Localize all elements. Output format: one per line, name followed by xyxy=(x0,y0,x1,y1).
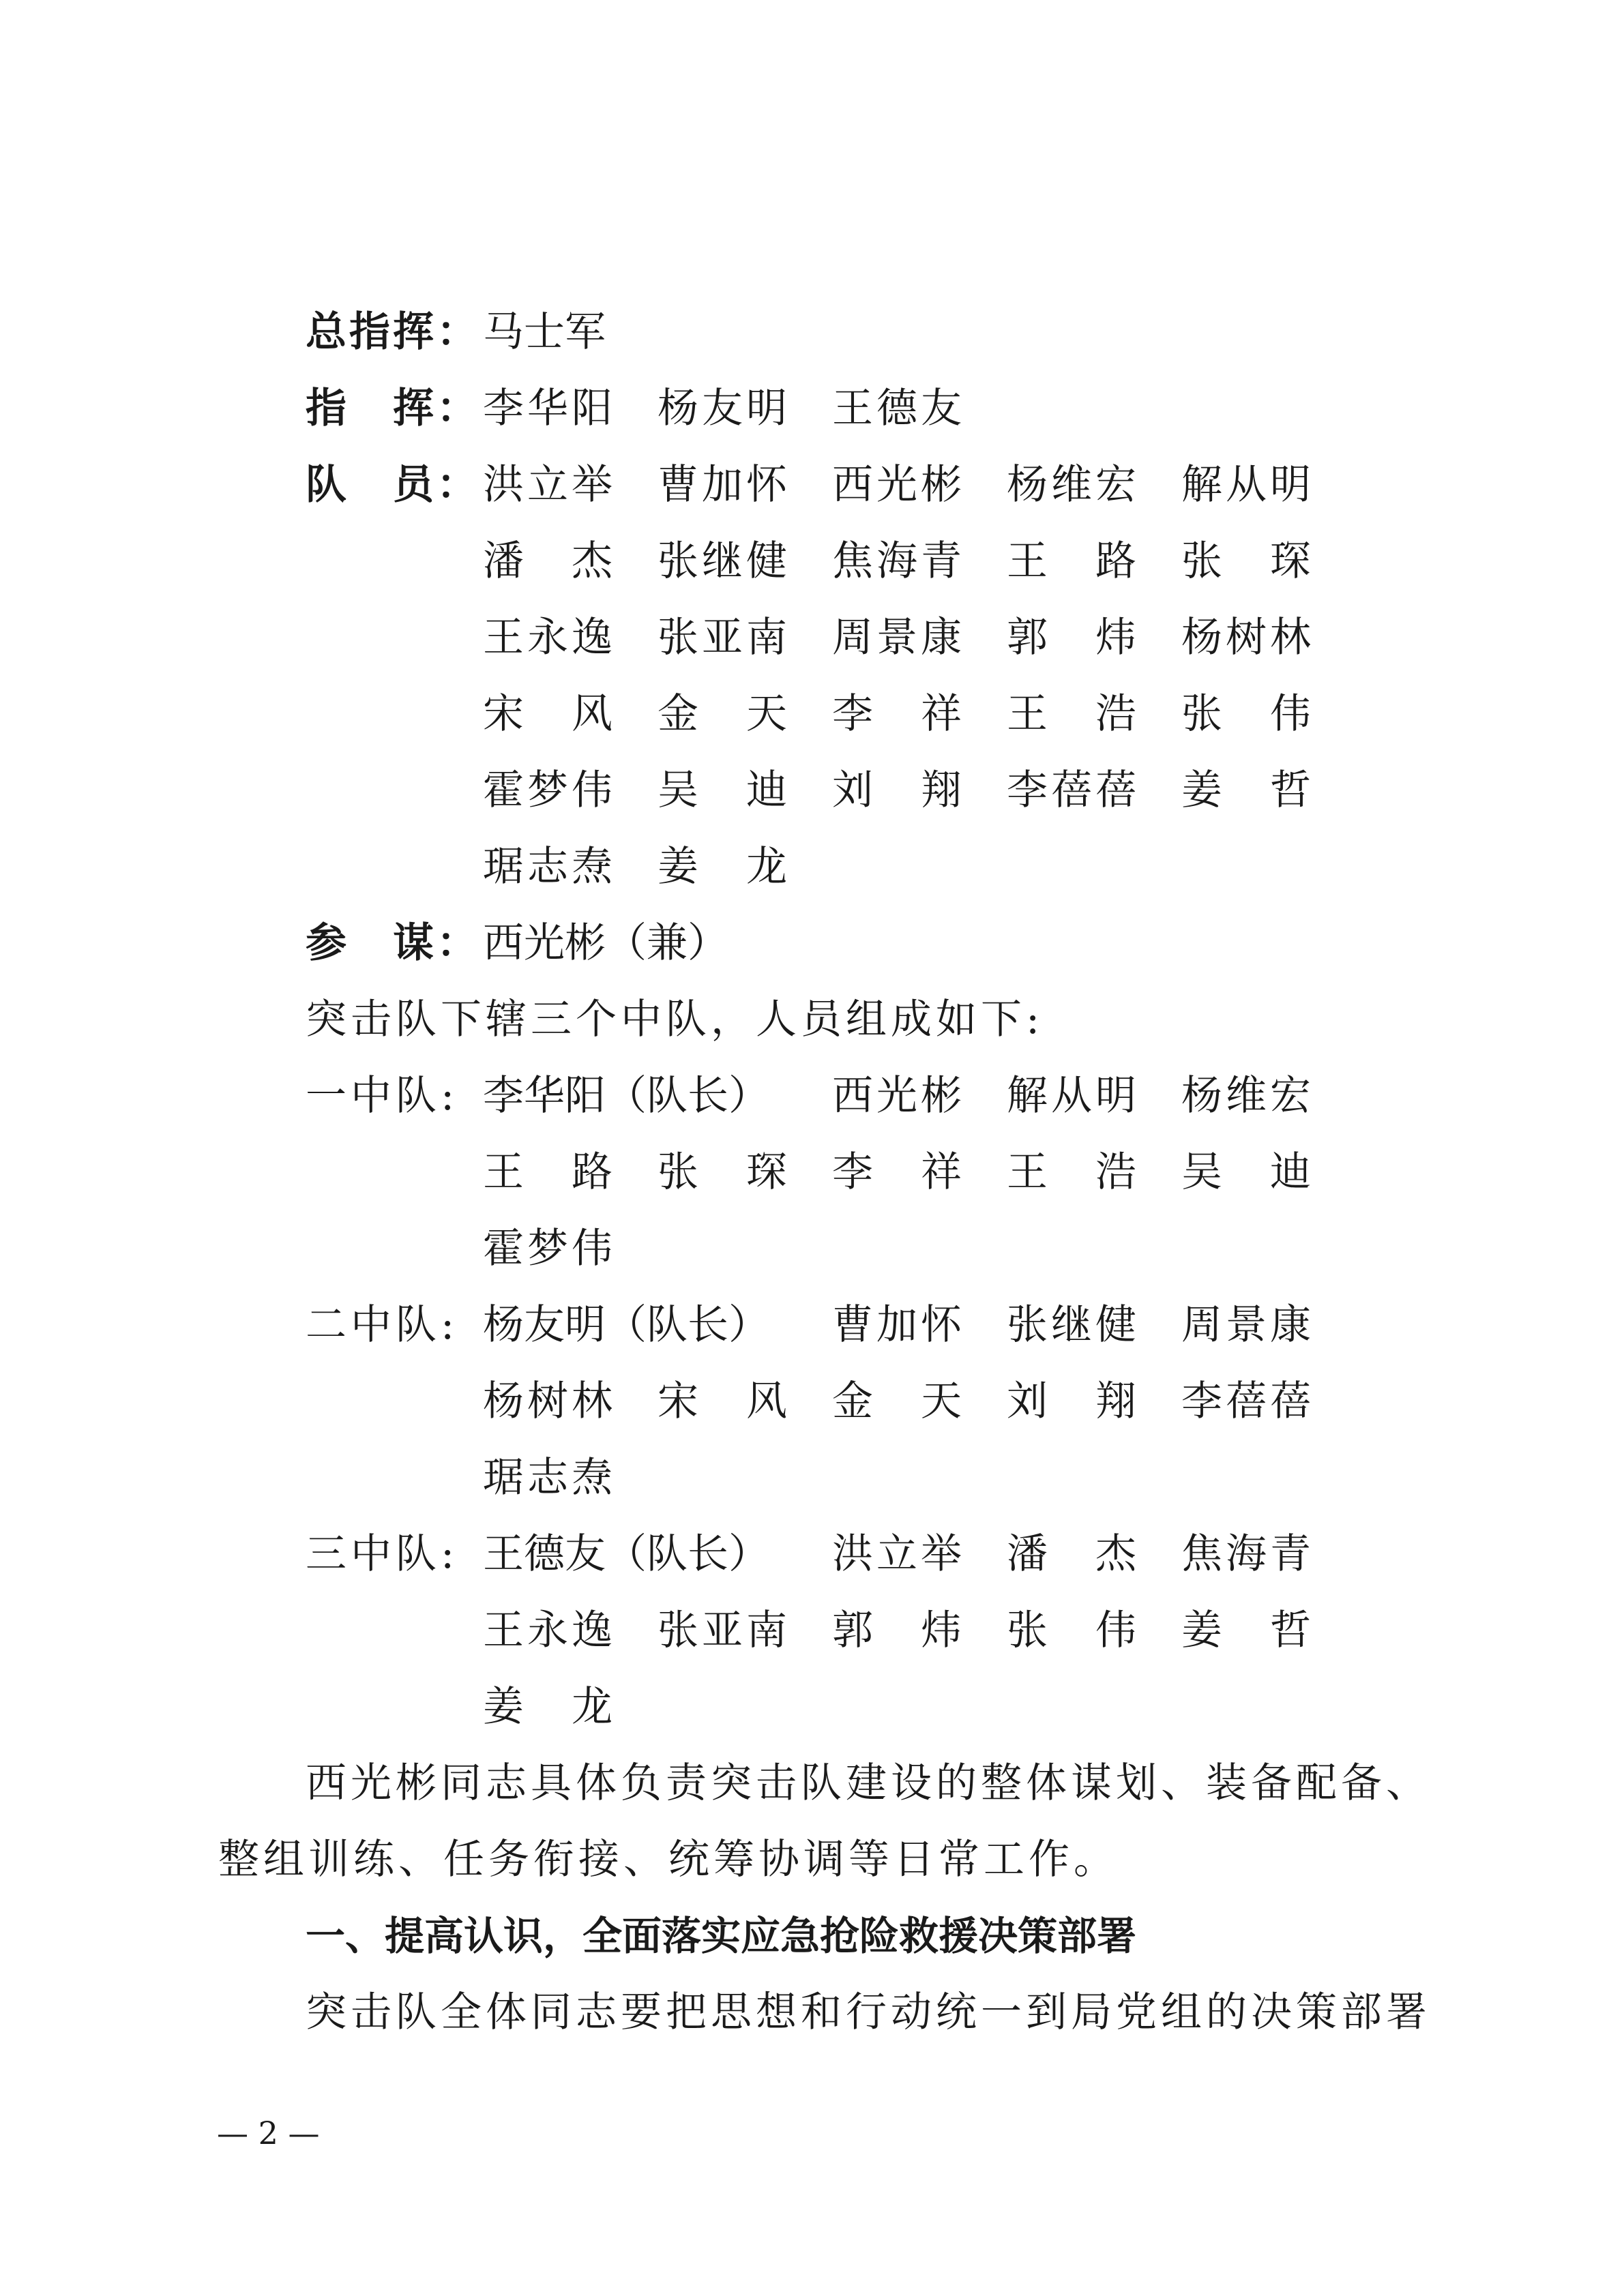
member-name: 曹加怀 xyxy=(658,461,787,509)
member-name: 洪立举 xyxy=(483,461,612,509)
squad-member: 焦海青 xyxy=(1181,1530,1311,1578)
member-name: 周景康 xyxy=(832,614,962,661)
member-name: 姜 哲 xyxy=(1181,766,1311,814)
squad-member: 金 天 xyxy=(832,1377,962,1425)
commander-name: 马士军 xyxy=(483,308,606,356)
squad-member: 解从明 xyxy=(1007,1072,1136,1120)
page-number: — 2 — xyxy=(217,2115,320,2151)
squad-leader: 李华阳（队长） xyxy=(483,1072,769,1120)
staff-name: 西光彬（兼） xyxy=(483,919,728,967)
member-name: 张 伟 xyxy=(1181,690,1311,738)
deputy-name: 李华阳 xyxy=(483,385,612,432)
member-name: 潘 杰 xyxy=(483,537,612,585)
member-name: 宋 风 xyxy=(483,690,612,738)
squad-member: 王永逸 xyxy=(483,1607,612,1654)
member-name: 张 琛 xyxy=(1181,537,1311,585)
member-name: 杨维宏 xyxy=(1007,461,1136,509)
deputy-name: 杨友明 xyxy=(658,385,787,432)
squad-member: 郭 炜 xyxy=(832,1607,962,1654)
squad-member: 杨维宏 xyxy=(1181,1072,1311,1120)
squad-member: 琚志焘 xyxy=(483,1454,612,1502)
squad-member: 洪立举 xyxy=(832,1530,962,1578)
squad-member: 王 浩 xyxy=(1007,1148,1136,1196)
commander-label: 总指挥： xyxy=(306,308,480,356)
members-label: 队 员： xyxy=(306,461,480,509)
member-name: 焦海青 xyxy=(832,537,962,585)
section-heading: 一、提高认识，全面落实应急抢险救援决策部署 xyxy=(306,1913,1137,1959)
member-name: 琚志焘 xyxy=(483,843,612,891)
member-name: 李蓓蓓 xyxy=(1007,766,1136,814)
member-name: 郭 炜 xyxy=(1007,614,1136,661)
member-name: 解从明 xyxy=(1181,461,1311,509)
member-name: 王 路 xyxy=(1007,537,1136,585)
squad-leader: 杨友明（队长） xyxy=(483,1301,769,1349)
member-name: 杨树林 xyxy=(1181,614,1311,661)
squad-label: 二中队: xyxy=(306,1301,459,1349)
member-name: 李 祥 xyxy=(832,690,962,738)
squad-member: 刘 翔 xyxy=(1007,1377,1136,1425)
squad-member: 王 路 xyxy=(483,1148,612,1196)
deputy-label: 指 挥： xyxy=(306,385,480,432)
member-name: 霍梦伟 xyxy=(483,766,612,814)
squad-member: 张亚南 xyxy=(658,1607,787,1654)
section-paragraph xyxy=(218,1974,1432,2051)
member-name: 王永逸 xyxy=(483,614,612,661)
squad-member: 张 琛 xyxy=(658,1148,787,1196)
squad-member: 潘 杰 xyxy=(1007,1530,1136,1578)
squad-member: 张 伟 xyxy=(1007,1607,1136,1654)
member-name: 姜 龙 xyxy=(658,843,787,891)
responsibility-text: 西光彬同志具体负责突击队建设的整体谋划、装备配备、整组训练、任务衔接、统筹协调等日常工作。 xyxy=(218,1759,1431,1883)
squad-leader: 王德友（队长） xyxy=(483,1530,769,1578)
squad-member: 霍梦伟 xyxy=(483,1225,612,1272)
squad-member: 李蓓蓓 xyxy=(1181,1377,1311,1425)
squad-label: 一中队: xyxy=(306,1072,459,1120)
member-name: 王 浩 xyxy=(1007,690,1136,738)
section-paragraph-text: 突击队全体同志要把思想和行动统一到局党组的决策部署 xyxy=(306,1988,1431,2036)
squad-member: 曹加怀 xyxy=(832,1301,962,1349)
squads-intro: 突击队下辖三个中队，人员组成如下: xyxy=(306,996,1044,1043)
squad-member: 宋 风 xyxy=(658,1377,787,1425)
member-name: 吴 迪 xyxy=(658,766,787,814)
squad-member: 李 祥 xyxy=(832,1148,962,1196)
squad-member: 吴 迪 xyxy=(1181,1148,1311,1196)
responsibility-paragraph xyxy=(218,1745,1432,1898)
member-name: 张亚南 xyxy=(658,614,787,661)
squad-member: 张继健 xyxy=(1007,1301,1136,1349)
squad-member: 姜 龙 xyxy=(483,1683,612,1731)
staff-label: 参 谋： xyxy=(306,919,480,967)
squad-label: 三中队: xyxy=(306,1530,459,1578)
member-name: 刘 翔 xyxy=(832,766,962,814)
squad-member: 姜 哲 xyxy=(1181,1607,1311,1654)
member-name: 张继健 xyxy=(658,537,787,585)
squad-member: 周景康 xyxy=(1181,1301,1311,1349)
squad-member: 西光彬 xyxy=(832,1072,962,1120)
member-name: 金 天 xyxy=(658,690,787,738)
squad-member: 杨树林 xyxy=(483,1377,612,1425)
member-name: 西光彬 xyxy=(832,461,962,509)
deputy-name: 王德友 xyxy=(832,385,962,432)
